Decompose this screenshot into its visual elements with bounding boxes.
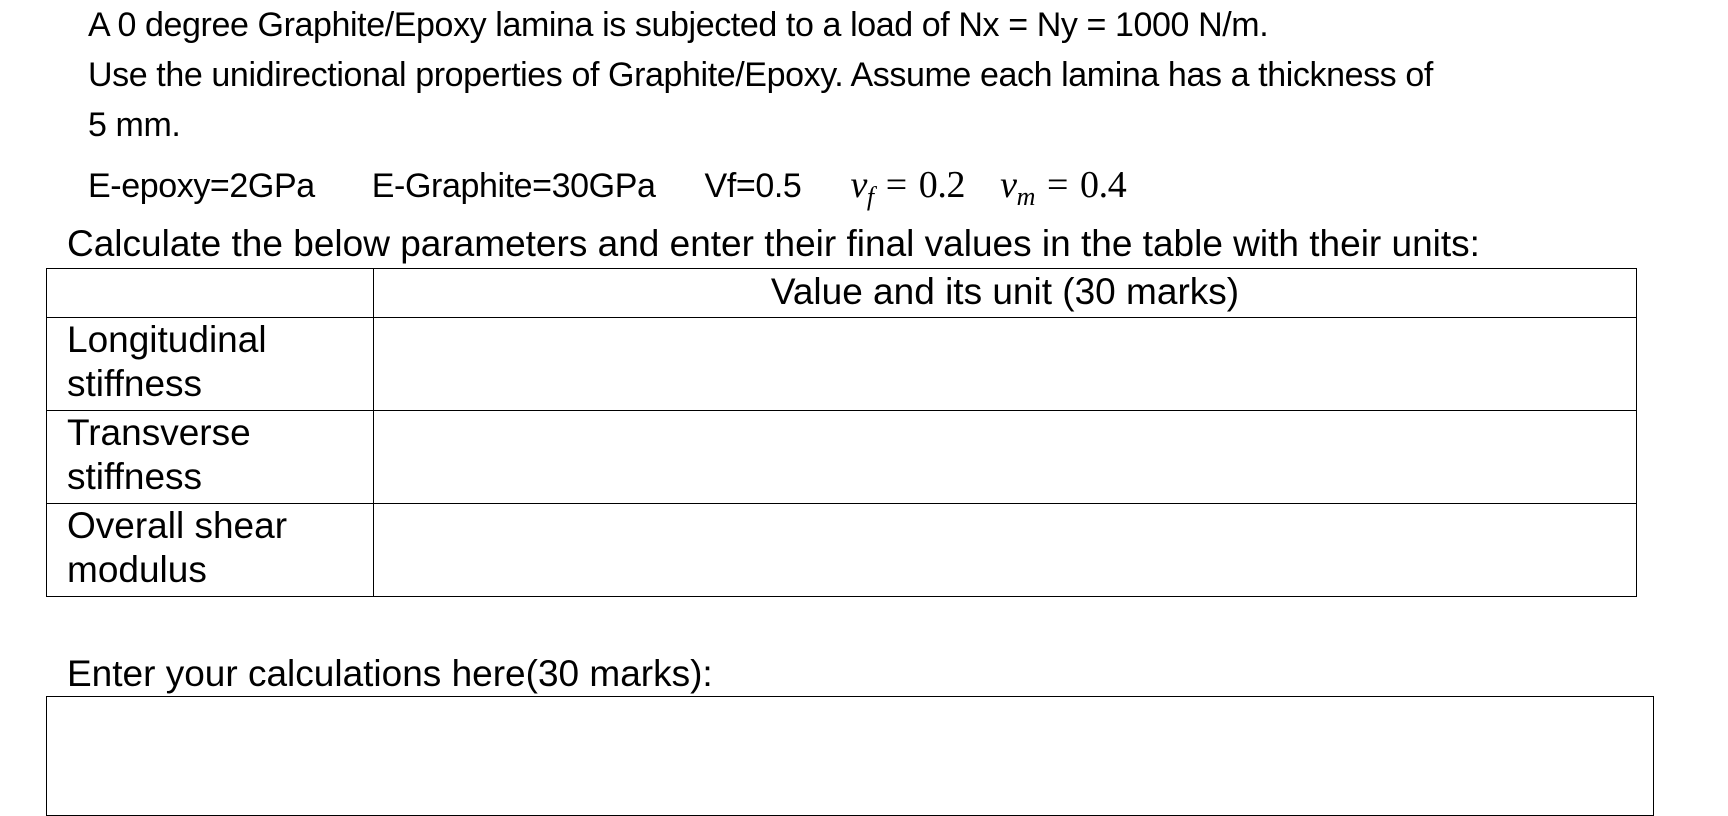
table-header-row	[47, 269, 1637, 318]
table-row	[47, 411, 1637, 504]
shear-modulus-value-cell[interactable]	[374, 504, 1637, 597]
fiber-volume-fraction: Vf=0.5	[704, 167, 802, 205]
nu-f-subscript: f	[866, 182, 874, 211]
calculations-heading: Enter your calculations here(30 marks):	[67, 653, 713, 694]
matrix-poisson-ratio	[1000, 160, 1126, 222]
longitudinal-stiffness-label: Longitudinal stiffness	[67, 319, 267, 404]
calculations-box[interactable]	[46, 696, 1654, 816]
row-label-cell	[47, 411, 374, 504]
table-row	[47, 504, 1637, 597]
nu-f-value: 0.2	[918, 164, 966, 206]
nu-m-value: 0.4	[1080, 164, 1127, 206]
nu-f-equals: =	[885, 164, 907, 206]
fiber-poisson-ratio	[850, 160, 965, 222]
transverse-stiffness-label: Transverse stiffness	[67, 412, 251, 497]
problem-statement	[88, 0, 1648, 150]
nu-m-symbol: ν	[1000, 164, 1017, 206]
transverse-stiffness-value-cell[interactable]	[374, 411, 1637, 504]
graphite-modulus: E-Graphite=30GPa	[371, 167, 656, 205]
nu-m-subscript: m	[1016, 182, 1035, 211]
longitudinal-stiffness-value-cell[interactable]	[374, 318, 1637, 411]
shear-modulus-label: Overall shear modulus	[67, 505, 288, 590]
nu-m-equals: =	[1047, 164, 1069, 206]
epoxy-modulus: E-epoxy=2GPa	[88, 167, 315, 205]
header-label-cell	[47, 269, 374, 318]
problem-line-3: 5 mm.	[88, 106, 181, 144]
table-instruction: Calculate the below parameters and enter their final values in the table with their units:	[67, 223, 1480, 264]
table-row	[47, 318, 1637, 411]
row-label-cell	[47, 318, 374, 411]
problem-line-1: A 0 degree Graphite/Epoxy lamina is subjected to a load of Nx = Ny = 1000 N/m.	[88, 6, 1269, 44]
row-label-cell	[47, 504, 374, 597]
nu-f-symbol: ν	[850, 164, 867, 206]
results-table	[46, 268, 1637, 597]
material-properties	[88, 160, 1126, 210]
header-value-cell: Value and its unit (30 marks)	[374, 269, 1637, 318]
problem-line-2: Use the unidirectional properties of Graphite/Epoxy. Assume each lamina has a thickness of	[88, 56, 1433, 94]
